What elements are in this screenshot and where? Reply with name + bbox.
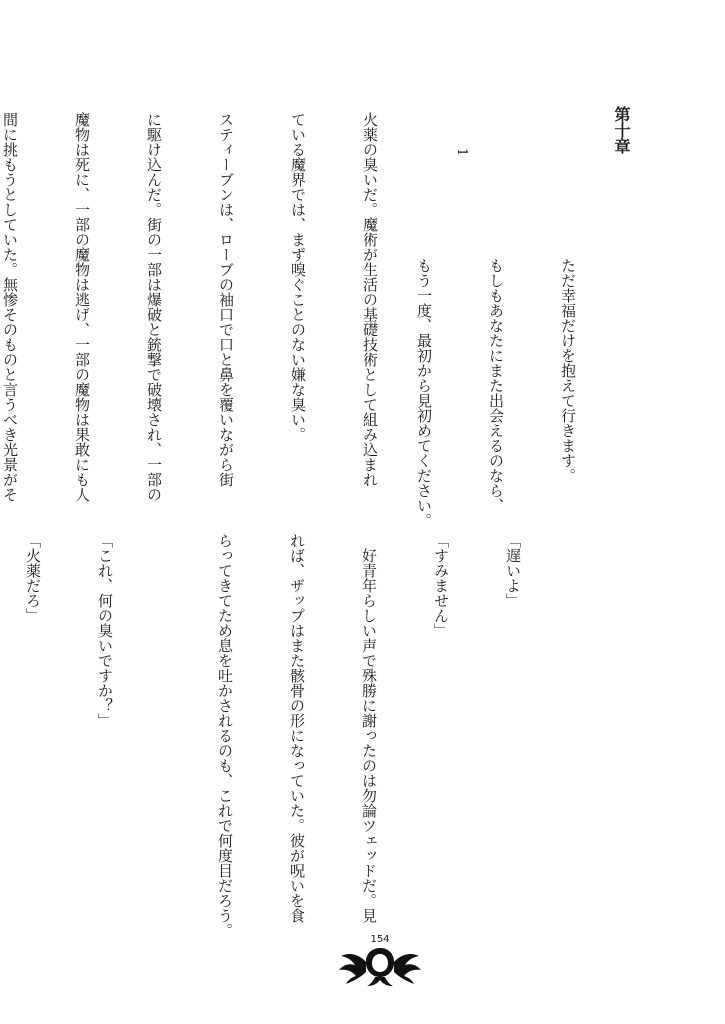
- body-text-lower: [0, 533, 573, 938]
- text-line: スティーブンは、ローブの袖口で口と鼻を覆いながら街: [217, 112, 235, 487]
- epigraph-line: もしもあなたにまた出会えるのなら、: [487, 258, 505, 513]
- text-line: 「すみません」: [432, 533, 450, 638]
- epigraph-line: ただ幸福だけを抱えて行きます。: [559, 258, 577, 483]
- page-number: 154: [370, 934, 390, 945]
- text-line: に駆け込んだ。街の一部は爆破と銃撃で破壊され、一部の: [145, 112, 163, 502]
- text-line: 魔物は死に、一部の魔物は逃げ、一部の魔物は果敢にも人: [73, 112, 91, 502]
- text-line: 「火薬だろ」: [24, 533, 42, 623]
- section-number: 1: [454, 148, 469, 157]
- epigraph-line: もう一度、最初から見初めてください。: [415, 258, 433, 528]
- body-text-upper: [0, 112, 430, 502]
- text-line: 火薬の臭いだ。魔術が生活の基礎技術として組み込まれ: [361, 112, 379, 487]
- text-line: 好青年らしい声で殊勝に謝ったのは勿論ツェッドだ。見: [360, 548, 378, 923]
- text-line: ている魔界では、まず嗅ぐことのない嫌な臭い。: [289, 112, 307, 442]
- chapter-title: 第十章: [612, 106, 631, 154]
- text-line: らってきてため息を吐かされるのも、これで何度目だろう。: [216, 533, 234, 938]
- text-line: 間に挑もうとしていた。無惨そのものと言うべき光景がそ: [1, 112, 19, 502]
- text-line: れば、ザップはまた骸骨の形になっていた。彼が呪いを食: [288, 533, 306, 923]
- flourish-ornament-icon: [335, 942, 425, 988]
- text-line: 「これ、何の臭いですか？」: [96, 533, 114, 728]
- text-line: 「遅いよ」: [504, 533, 522, 608]
